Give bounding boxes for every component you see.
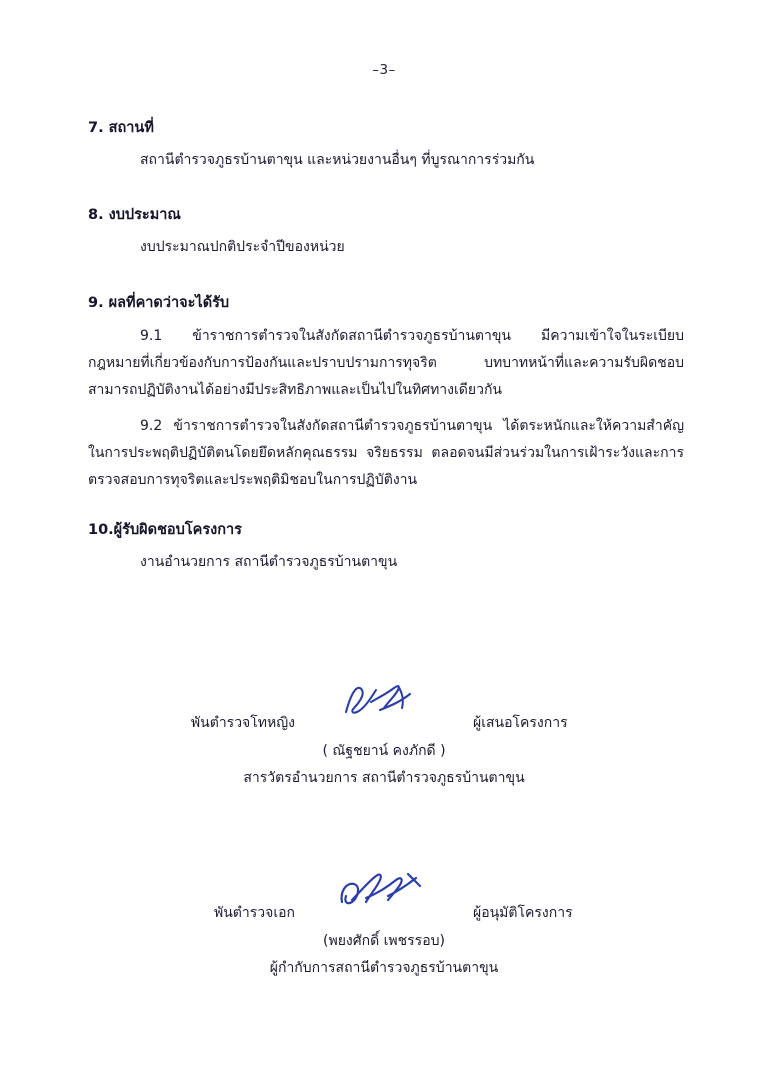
signature-name: (พยงศักดิ์ เพชรรอบ) bbox=[323, 933, 445, 949]
section-10 bbox=[88, 520, 684, 573]
signature-position: สารวัตรอำนวยการ สถานีตำรวจภูธรบ้านตาขุน bbox=[243, 770, 525, 786]
signature-block-approver bbox=[0, 902, 768, 979]
section-9-paragraph-1: 9.1 ข้าราชการตำรวจในสังกัดสถานีตำรวจภูธรบ้านตาขุน มีความเข้าใจในระเบียบ กฎหมายที่เกี่ยวข้องกับการป้องกันและปราบปรามการทุจริต บทบาทหน้าที่และความรับผิดชอบ สามารถปฏิบัติงานได้อย่างมีประสิทธิภาพและเป็นไปในทิศทางเดียวกัน bbox=[88, 327, 684, 399]
section-9-heading: 9. ผลที่คาดว่าจะได้รับ bbox=[88, 294, 230, 311]
signature-mark-area bbox=[309, 714, 459, 734]
section-7-heading: 7. สถานที่ bbox=[88, 120, 154, 136]
section-8-line: งบประมาณปกติประจำปีของหน่วย bbox=[140, 239, 345, 256]
signature-rank: พันตำรวจเอก bbox=[213, 905, 295, 921]
section-8-heading: 8. งบประมาณ bbox=[88, 207, 181, 224]
signature-mark-area bbox=[309, 904, 459, 924]
section-7-line: สถานีตำรวจภูธรบ้านตาขุน และหน่วยงานอื่นๆ ที่บูรณาการร่วมกัน bbox=[140, 151, 535, 168]
section-8 bbox=[88, 205, 684, 258]
signature-rank: พันตำรวจโทหญิง bbox=[190, 715, 295, 731]
signature-name: ( ณัฐชยาน์ คงภักดี ) bbox=[322, 743, 446, 759]
section-9 bbox=[88, 293, 684, 495]
signature-row bbox=[0, 902, 768, 924]
handwritten-signature-icon bbox=[324, 862, 444, 922]
spacer bbox=[88, 171, 684, 205]
signature-position: ผู้กำกับการสถานีตำรวจภูธรบ้านตาขุน bbox=[269, 960, 499, 976]
section-10-line: งานอำนวยการ สถานีตำรวจภูธรบ้านตาขุน bbox=[140, 554, 398, 571]
section-7 bbox=[88, 118, 684, 171]
signature-block-proposer bbox=[0, 712, 768, 789]
handwritten-signature-icon bbox=[324, 672, 444, 732]
signature-role: ผู้อนุมัติโครงการ bbox=[473, 905, 573, 921]
section-9-paragraph-2: 9.2 ข้าราชการตำรวจในสังกัดสถานีตำรวจภูธรบ้านตาขุน ได้ตระหนักและให้ความสำคัญในการประพฤติปฏิบัติตนโดยยึดหลักคุณธรรม จริยธรรม ตลอดจนมีส่วนร่วมในการเฝ้าระวังและการตรวจสอบการทุจริตและประพฤติมิชอบในการปฏิบัติงาน bbox=[88, 417, 684, 489]
document-body bbox=[88, 118, 684, 574]
section-10-heading: 10.ผู้รับผิดชอบโครงการ bbox=[88, 522, 242, 539]
signature-role: ผู้เสนอโครงการ bbox=[473, 715, 568, 731]
signature-row bbox=[0, 712, 768, 734]
spacer bbox=[88, 494, 684, 520]
spacer bbox=[88, 259, 684, 293]
page-number: –3– bbox=[372, 62, 396, 78]
